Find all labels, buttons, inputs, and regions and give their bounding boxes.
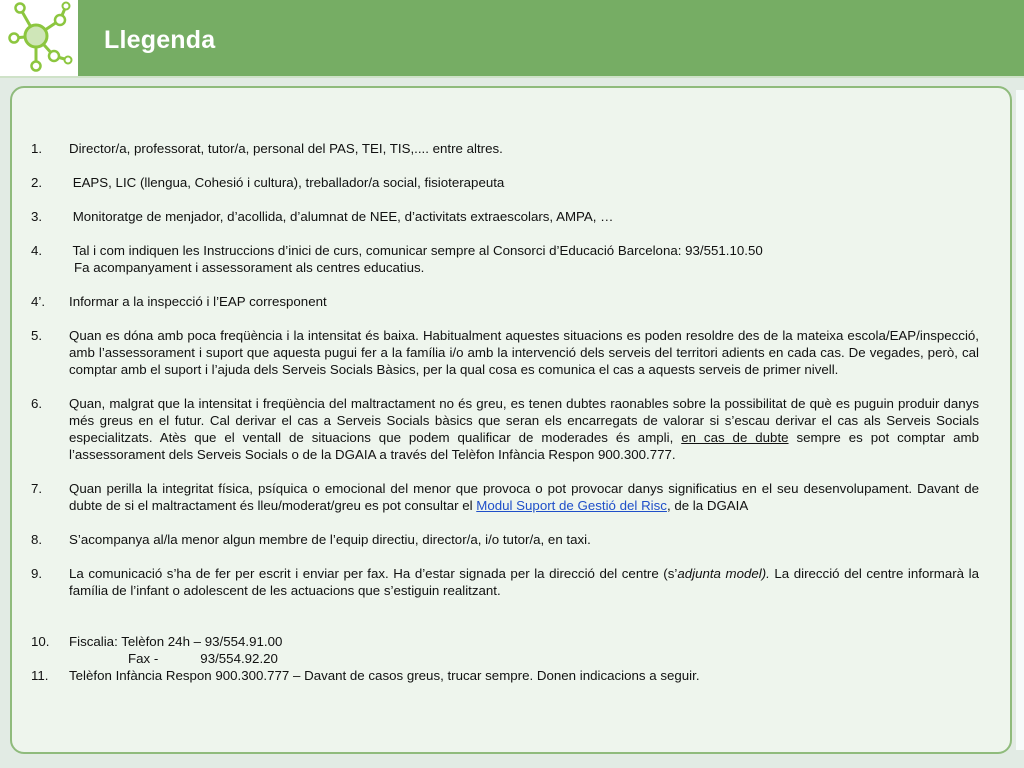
- item-number: 11.: [31, 668, 49, 683]
- item-number: 1.: [31, 141, 43, 156]
- legend-item-11: [31, 667, 979, 684]
- item-text: S’acompanya al/la menor algun membre de l’equip directiu, director/a, i/o tutor/a, en taxi.: [69, 532, 591, 547]
- right-edge-strip: [1016, 90, 1024, 750]
- item-text: [69, 565, 979, 599]
- legend-item-6: [31, 395, 979, 463]
- header: [0, 0, 1024, 76]
- item-text-part: Quan perilla la integritat física, psíquica o emocional del menor que provoca o pot provocar danys significatius en el seu desenvolupament. Davant de dubte de si el maltractament és lleu/moderat/greu es pot consultar el: [69, 481, 979, 513]
- molecule-logo-icon: [0, 0, 76, 76]
- title-bar: [78, 0, 1024, 76]
- legend-item-4b: [31, 293, 979, 310]
- legend-item-7: [31, 480, 979, 514]
- item-text: Monitoratge de menjador, d’acollida, d’alumnat de NEE, d’activitats extraescolars, AMPA, …: [69, 209, 614, 224]
- legend-item-4: [31, 242, 979, 259]
- fax-line: [31, 650, 979, 667]
- item-number: 7.: [31, 481, 43, 496]
- legend-item-10: [31, 633, 979, 650]
- fax-number: 93/554.92.20: [200, 651, 278, 666]
- item-number: 4.: [31, 243, 43, 258]
- legend-item-8: [31, 531, 979, 548]
- legend-item-3: [31, 208, 979, 225]
- item-text: [69, 395, 979, 463]
- underlined-phrase: en cas de dubte: [681, 430, 789, 445]
- header-divider: [0, 76, 1024, 78]
- legend-item-9: [31, 565, 979, 599]
- item-text-part: , de la DGAIA: [666, 498, 749, 513]
- page-title: Llegenda: [104, 26, 216, 54]
- item-number: 3.: [31, 209, 43, 224]
- item-text: Quan es dóna amb poca freqüència i la intensitat és baixa. Habitualment aquestes situacions es poden resoldre des de la mateixa escola/EAP/inspecció, amb l’assessorament i suport que aquesta pugui fer a la família i/o amb la intervenció dels serveis del territori adients en cada cas. De vegades, però, cal comptar amb el suport i l’ajuda dels Serveis Socials Bàsics, per la qual cosa es comunica el cas a aquests serveis de primer nivell.: [69, 328, 979, 377]
- item-number: 4’.: [31, 294, 46, 309]
- item-text: Fiscalia: Telèfon 24h – 93/554.91.00: [69, 634, 283, 649]
- item-text: Telèfon Infància Respon 900.300.777 – Davant de casos greus, trucar sempre. Donen indicacions a seguir.: [69, 668, 700, 683]
- italic-phrase: adjunta model).: [677, 566, 770, 581]
- item-text: EAPS, LIC (llengua, Cohesió i cultura), treballador/a social, fisioterapeuta: [69, 175, 505, 190]
- legend-list: [31, 140, 979, 684]
- item-text-part: La comunicació s’ha de fer per escrit i enviar per fax. Ha d’estar signada per la direcció del centre (s’: [69, 566, 678, 581]
- item-text: [69, 480, 979, 514]
- item-text: Director/a, professorat, tutor/a, personal del PAS, TEI, TIS,.... entre altres.: [69, 141, 503, 156]
- item-text-part: La direcció del centre informarà la família de l’infant o adolescent de les actuacions que s’estiguin realitzant.: [69, 566, 979, 598]
- item-text-part: Quan, malgrat que la intensitat i freqüència del maltractament no és greu, es tenen dubtes raonables sobre la possibilitat de què es puguin produir danys més greus en el futur. Cal derivar el cas a Serveis Socials bàsics que seran els encarregats de valorar si s’escau derivar el cas als Serveis Socials especialitzats. Atès que el ventall de situacions que podem qualificar de moderades és ampli,: [69, 396, 979, 445]
- item-text: Tal i com indiquen les Instruccions d’inici de curs, comunicar sempre al Consorci d’Educació Barcelona: 93/551.10.50: [69, 243, 763, 258]
- legend-item-1: [31, 140, 979, 157]
- item-number: 9.: [31, 566, 43, 581]
- item-number: 6.: [31, 396, 43, 411]
- item-number: 2.: [31, 175, 43, 190]
- item-number: 5.: [31, 328, 43, 343]
- item-text-line2: Fa acompanyament i assessorament als centres educatius.: [74, 260, 425, 275]
- item-text-part: sempre es pot comptar amb l’assessorament dels Serveis Socials o de la DGAIA a través del Telèfon Infància Respon 900.300.777.: [69, 430, 979, 462]
- item-text: Informar a la inspecció i l’EAP corresponent: [69, 294, 327, 309]
- item-number: 10.: [31, 634, 50, 649]
- item-number: 8.: [31, 532, 43, 547]
- fax-label: Fax -: [128, 651, 159, 666]
- legend-item-2: [31, 174, 979, 191]
- risk-management-module-link[interactable]: Modul Suport de Gestió del Risc: [476, 498, 667, 513]
- legend-item-5: [31, 327, 979, 378]
